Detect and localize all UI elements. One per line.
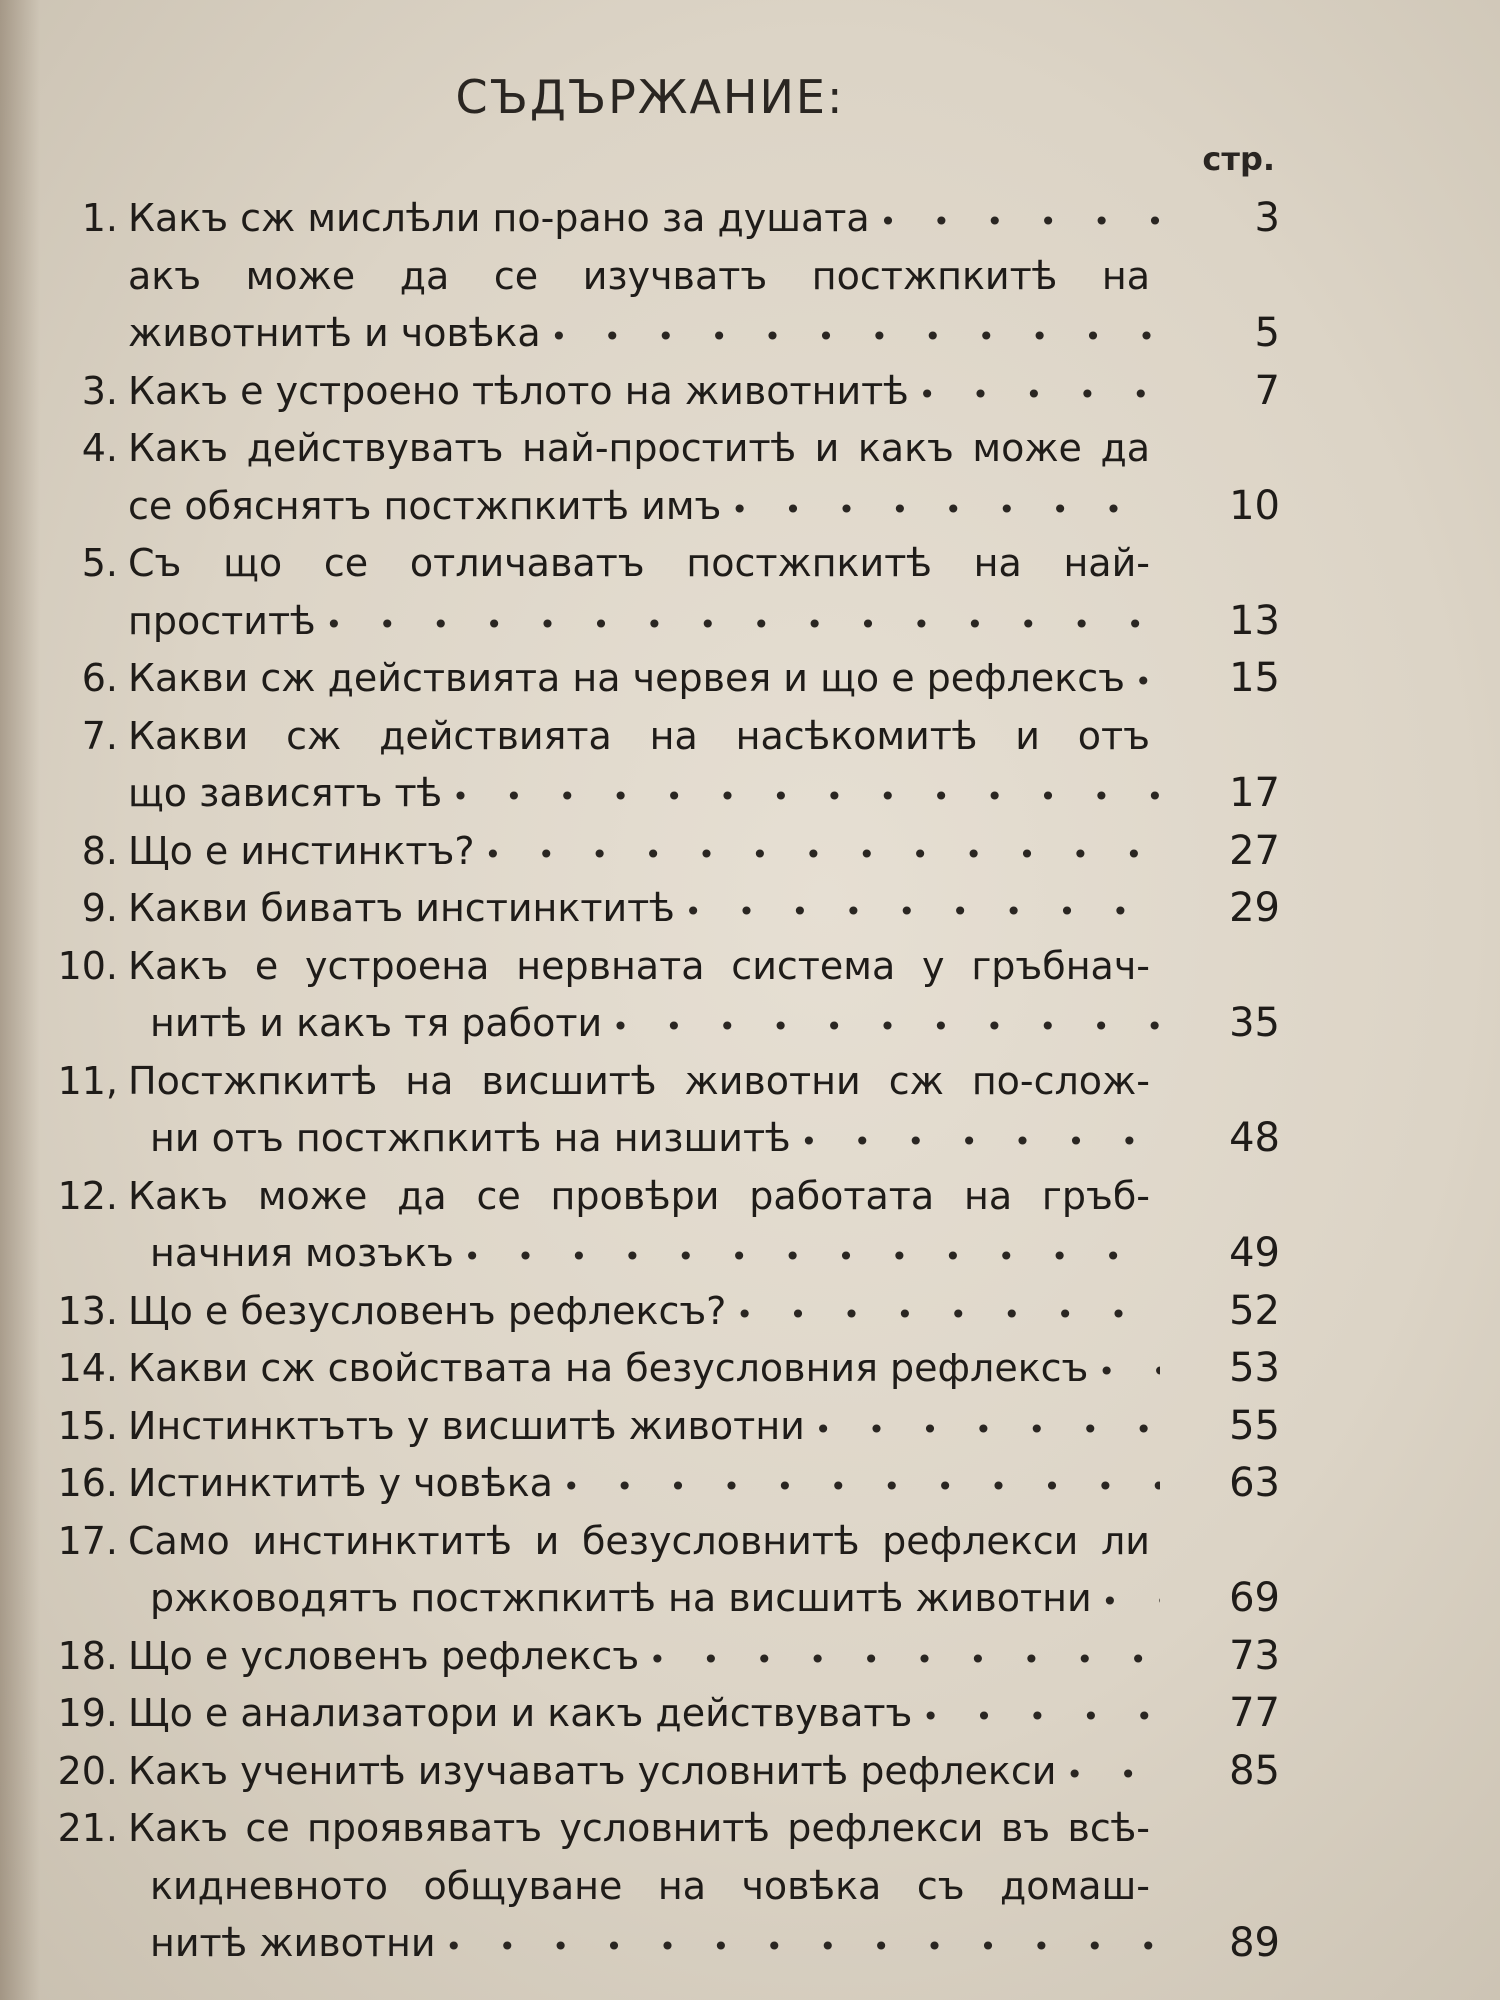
toc-entry-title: ржководятъ постжпкитѣ на висшитѣ животни xyxy=(150,1576,1092,1620)
toc-entry-title: Инстинктътъ у висшитѣ животни xyxy=(128,1403,805,1448)
toc-entry-line xyxy=(30,420,1280,478)
toc-entry-line xyxy=(30,938,1280,996)
dot-leader xyxy=(909,366,1160,424)
toc-entry-title: Що е условенъ рефлексъ xyxy=(128,1633,640,1678)
toc-entry-page-number: 35 xyxy=(1229,1000,1280,1046)
toc-entry-title: ни отъ постжпкитѣ на низшитѣ xyxy=(150,1116,791,1160)
dot-leader xyxy=(442,768,1160,826)
toc-entry xyxy=(30,1743,1280,1801)
toc-entry-number: 5. xyxy=(81,541,118,585)
toc-entry xyxy=(30,938,1280,1053)
toc-entry-number: 4. xyxy=(81,426,118,470)
toc-entry-title: Какъ е устроено тѣлото на животнитѣ xyxy=(128,368,909,413)
toc-entry-title: Истинктитѣ у човѣка xyxy=(128,1461,553,1505)
toc-entry xyxy=(30,1685,1280,1743)
toc-entry-number: 10. xyxy=(57,943,118,988)
toc-entry-number: 6. xyxy=(81,656,118,700)
toc-entry-line xyxy=(30,593,1280,651)
toc-entry-page-number: 52 xyxy=(1229,1287,1280,1334)
toc-entry xyxy=(30,1053,1280,1168)
toc-entry-line xyxy=(30,1513,1280,1571)
toc-entry-title: Що е безусловенъ рефлексъ? xyxy=(128,1288,727,1333)
toc-entry-line xyxy=(30,535,1280,593)
toc-entry-line xyxy=(30,1915,1280,1973)
dot-leader xyxy=(541,308,1160,366)
toc-entry-page-number: 77 xyxy=(1229,1690,1280,1736)
toc-entry-line xyxy=(30,190,1280,248)
toc-entry xyxy=(30,248,1280,363)
toc-entry xyxy=(30,1398,1280,1456)
toc-entry-number: 12. xyxy=(57,1173,118,1218)
toc-entry-title: Какви сж действията на червея и що е рефлексъ xyxy=(128,656,1125,700)
dot-leader xyxy=(805,1401,1160,1459)
toc-entry xyxy=(30,363,1280,421)
toc-entry-number: 16. xyxy=(57,1461,118,1505)
toc-entry xyxy=(30,823,1280,881)
toc-entry-page-number: 53 xyxy=(1229,1345,1280,1391)
toc-entry xyxy=(30,1168,1280,1283)
toc-entry-title: се обяснятъ постжпкитѣ имъ xyxy=(128,483,722,528)
toc-entry-number: 21. xyxy=(57,1806,118,1850)
dot-leader xyxy=(912,1688,1160,1746)
dot-leader xyxy=(1056,1746,1160,1804)
dot-leader xyxy=(1092,1573,1160,1631)
toc-entry xyxy=(30,190,1280,248)
dot-leader xyxy=(1088,1343,1160,1401)
toc-entry-page-number: 17 xyxy=(1229,770,1280,816)
toc-entry-title: кидневното общуване на човѣка съ домаш- xyxy=(150,1863,1150,1908)
dot-leader xyxy=(436,1918,1160,1976)
toc-entry-line xyxy=(30,823,1280,881)
toc-entry-number: 9. xyxy=(81,886,118,930)
toc-entry-line xyxy=(30,650,1280,708)
toc-entry-line xyxy=(30,1858,1280,1916)
toc-entry-line xyxy=(30,880,1280,938)
toc-entry-title: начния мозъкъ xyxy=(150,1231,454,1275)
toc-entry-page-number: 13 xyxy=(1229,597,1280,644)
toc-entry-number: 7. xyxy=(81,713,118,758)
toc-entry-page-number: 55 xyxy=(1229,1402,1280,1449)
toc-entry-page-number: 27 xyxy=(1229,827,1280,874)
toc-entry-title: Какъ е устроена нервната система у гръбнач- xyxy=(128,943,1150,988)
dot-leader xyxy=(1125,653,1160,711)
toc-entry xyxy=(30,1513,1280,1628)
toc-entry-number: 8. xyxy=(81,828,118,873)
toc-entry-line xyxy=(30,765,1280,823)
dot-leader xyxy=(475,826,1160,884)
toc-entry-title: Постжпкитѣ на висшитѣ животни сж по-слож- xyxy=(128,1058,1150,1103)
toc-entry xyxy=(30,880,1280,938)
toc-entry-page-number: 15 xyxy=(1229,655,1280,701)
toc-entry-line xyxy=(30,1628,1280,1686)
toc-entry-title: що зависятъ тѣ xyxy=(128,771,443,815)
toc-entry-line xyxy=(30,1685,1280,1743)
toc-entry-line xyxy=(30,1225,1280,1283)
toc-entry-page-number: 89 xyxy=(1229,1920,1280,1966)
toc-entry-number: 18. xyxy=(57,1633,118,1678)
toc-entry-line xyxy=(30,305,1280,363)
toc-entry xyxy=(30,650,1280,708)
toc-entry-title: Какъ се проявяватъ условнитѣ рефлекси въ всѣ- xyxy=(128,1806,1150,1850)
toc-entry-number: 1. xyxy=(81,196,118,240)
toc-entry-title: Какъ сж мислѣли по-рано за душата xyxy=(128,196,870,240)
table-of-contents xyxy=(30,190,1280,1973)
dot-leader xyxy=(602,998,1160,1056)
page-title: СЪДЪРЖАНИЕ: xyxy=(455,70,845,124)
toc-entry-line xyxy=(30,363,1280,421)
toc-entry-number: 3. xyxy=(81,368,118,413)
dot-leader xyxy=(675,883,1160,941)
toc-entry-number: 20. xyxy=(57,1748,118,1793)
toc-entry xyxy=(30,1340,1280,1398)
toc-entry-line xyxy=(30,1110,1280,1168)
toc-entry-title: Какви биватъ инстинктитѣ xyxy=(128,886,675,930)
toc-entry-line xyxy=(30,708,1280,766)
toc-entry-page-number: 7 xyxy=(1254,367,1280,414)
toc-entry-title: нитѣ животни xyxy=(150,1921,436,1965)
toc-entry-page-number: 29 xyxy=(1229,885,1280,931)
toc-entry-page-number: 49 xyxy=(1229,1230,1280,1276)
dot-leader xyxy=(639,1631,1160,1689)
toc-entry-line xyxy=(30,478,1280,536)
dot-leader xyxy=(791,1113,1160,1171)
toc-entry-page-number: 63 xyxy=(1229,1460,1280,1506)
toc-entry-number: 14. xyxy=(57,1346,118,1390)
toc-entry-page-number: 48 xyxy=(1229,1115,1280,1161)
toc-entry-title: Съ що се отличаватъ постжпкитѣ на най- xyxy=(128,541,1150,585)
toc-entry xyxy=(30,535,1280,650)
toc-entry-line xyxy=(30,1053,1280,1111)
toc-entry-title: Какъ действуватъ най-проститѣ и какъ може да xyxy=(128,426,1150,470)
toc-entry-title: нитѣ и какъ тя работи xyxy=(150,1001,603,1045)
toc-entry-number: 17. xyxy=(57,1518,118,1563)
toc-entry-title: Що е анализатори и какъ действуватъ xyxy=(128,1691,913,1735)
dot-leader xyxy=(316,596,1160,654)
toc-entry-title: проститѣ xyxy=(128,598,316,643)
toc-entry-page-number: 3 xyxy=(1254,195,1280,241)
toc-entry xyxy=(30,1628,1280,1686)
dot-leader xyxy=(721,481,1160,539)
toc-entry-number: 15. xyxy=(57,1403,118,1448)
dot-leader xyxy=(454,1228,1160,1286)
dot-leader xyxy=(726,1286,1160,1344)
toc-entry-line xyxy=(30,1340,1280,1398)
dot-leader xyxy=(553,1458,1160,1516)
toc-entry-title: акъ може да се изучватъ постжпкитѣ на xyxy=(128,253,1150,298)
toc-entry-line xyxy=(30,1168,1280,1226)
toc-entry-line xyxy=(30,1283,1280,1341)
toc-entry-page-number: 69 xyxy=(1229,1575,1280,1621)
page-column-label: стр. xyxy=(1202,140,1275,178)
toc-entry xyxy=(30,420,1280,535)
toc-entry-line xyxy=(30,1800,1280,1858)
toc-entry-title: Какви сж действията на насѣкомитѣ и отъ xyxy=(128,713,1150,758)
toc-entry-title: Какъ може да се провѣри работата на гръб- xyxy=(128,1173,1150,1218)
toc-entry xyxy=(30,1283,1280,1341)
toc-entry-title: Какви сж свойствата на безусловния рефлексъ xyxy=(128,1346,1089,1390)
toc-entry-line xyxy=(30,1398,1280,1456)
dot-leader xyxy=(870,193,1160,251)
toc-entry-number: 19. xyxy=(57,1691,118,1735)
toc-entry-line xyxy=(30,248,1280,306)
toc-entry-title: животнитѣ и човѣка xyxy=(128,311,541,355)
toc-entry-title: Само инстинктитѣ и безусловнитѣ рефлекси ли xyxy=(128,1518,1150,1563)
toc-entry xyxy=(30,1455,1280,1513)
toc-entry-line xyxy=(30,995,1280,1053)
toc-entry-number: 13. xyxy=(57,1288,118,1333)
toc-entry-line xyxy=(30,1743,1280,1801)
toc-entry-page-number: 10 xyxy=(1229,482,1280,529)
toc-entry xyxy=(30,708,1280,823)
toc-entry-line xyxy=(30,1455,1280,1513)
toc-entry-title: Какъ ученитѣ изучаватъ условнитѣ рефлекси xyxy=(128,1748,1057,1793)
toc-entry-page-number: 73 xyxy=(1229,1632,1280,1679)
toc-entry-number: 11, xyxy=(57,1058,118,1103)
toc-entry-line xyxy=(30,1570,1280,1628)
toc-entry-page-number: 85 xyxy=(1229,1747,1280,1794)
toc-entry-page-number: 5 xyxy=(1254,310,1280,356)
toc-entry xyxy=(30,1800,1280,1973)
toc-entry-title: Що е инстинктъ? xyxy=(128,828,475,873)
